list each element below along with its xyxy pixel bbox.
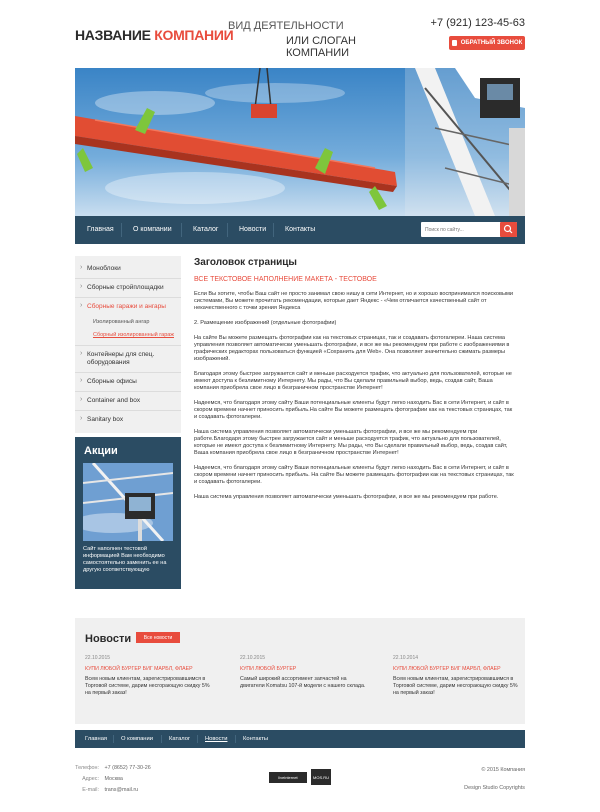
nav-news[interactable]: Новости: [239, 226, 267, 233]
promo-image: [83, 463, 173, 541]
nav-divider: [181, 223, 182, 237]
footer-nav-news[interactable]: Новости: [205, 736, 228, 742]
main-nav: [75, 216, 525, 244]
footer-phone-value: +7 (8652) 77-30-26: [104, 765, 151, 771]
promo-block[interactable]: [75, 437, 181, 589]
crane-cabin-image: [83, 463, 173, 541]
footer-nav-divider: [197, 735, 198, 743]
news-text: Самый широкий ассортимент запчастей на двигатели Komatsu 107-й модели с нашего склада.: [240, 676, 366, 689]
news-text: Всем новым клиентам, зарегистрировавшимся в Торговой системе, дарим несгорающую скидку 5% на первый заказ!: [85, 676, 210, 696]
sidebar-item-containers[interactable]: › Контейнеры для спец. оборудования: [75, 346, 181, 373]
content-paragraph: Если Вы хотите, чтобы Ваш сайт не просто занимал свою нишу в сети Интернет, но и хорошо воспринимался поисковыми системами, Вы можете прочитать рекомендации, которые дает Яндекс - «Чем отличается качественный сайт от некачественного с точки зрения Яндекса: [194, 291, 514, 311]
callback-button[interactable]: [449, 36, 525, 50]
search-icon: [500, 222, 517, 237]
logo-part1: НАЗВАНИЕ: [75, 27, 151, 43]
news-date: 22.10.2015: [85, 655, 111, 661]
sidebar-menu: [75, 256, 181, 433]
news-headline-link[interactable]: КУПИ ЛЮБОЙ БУРГЕР: [240, 666, 297, 672]
page-title: Заголовок страницы: [194, 257, 297, 268]
footer-nav-divider: [161, 735, 162, 743]
news-headline-link[interactable]: КУПИ ЛЮБОЙ БУРГЕР БИГ МАРБЛ, ФЛАЕР: [85, 666, 193, 672]
search-input[interactable]: [421, 222, 499, 237]
footer-nav: [75, 730, 525, 748]
promo-title: Акции: [84, 445, 118, 457]
all-news-button[interactable]: Все новости: [136, 632, 180, 643]
design-studio[interactable]: Design Studio Copyrights: [464, 785, 525, 791]
footer-phone: [75, 765, 151, 771]
sidebar-item-garages[interactable]: › Сборные гаражи и ангары: [75, 298, 181, 316]
news-title: Новости: [85, 633, 132, 645]
copyright: © 2015 Компания: [481, 767, 525, 773]
content-paragraph: Благодаря этому быстрее загружается сайт и меньше расходуется трафик, что актуально для пользователей, которые не имеют доступа к безлимитному Интернету. Мы рады, что Вы сделали правильный выбор, ведь, создав сайт, Ваша компания приобрела свое лицо в безграничном пространстве Интернет!: [194, 371, 512, 391]
sidebar-item-offices[interactable]: › Сборные офисы: [75, 373, 181, 392]
content-paragraph: Наша система управления позволяет автоматически уменьшать фотографии, и все же мы рекомендуем при работе.Благодаря этому быстрее загружается сайт и меньше расходуется трафик, что актуально для пользователей, которые не имеют доступа к безлимитному Интернету. Мы рады, что Вы сделали правильный выбор, ведь, создав сайт, Ваша компания приобрела свое лицо в безграничном пространстве Интернет!: [194, 429, 508, 456]
news-section: [75, 618, 525, 724]
logo-part2: КОМПАНИИ: [154, 27, 234, 43]
footer-email-label: E-mail:: [82, 787, 99, 793]
nav-divider: [273, 223, 274, 237]
callback-label: ОБРАТНЫЙ ЗВОНОК: [460, 40, 523, 46]
slogan: [228, 20, 398, 59]
nav-divider: [121, 223, 122, 237]
sidebar-item-container-box[interactable]: › Container and box: [75, 392, 181, 411]
news-text: Всем новым клиентам, зарегистрировавшимся в Торговой системе, дарим несгорающую скидку 5% на первый заказ!: [393, 676, 518, 696]
footer-address: [75, 776, 123, 782]
news-headline-link[interactable]: КУПИ ЛЮБОЙ БУРГЕР БИГ МАРБЛ, ФЛАЕР: [393, 666, 501, 672]
content-lead: ВСЕ ТЕКСТОВОЕ НАПОЛНЕНИЕ МАКЕТА - ТЕСТОВОЕ: [194, 276, 377, 283]
news-date: 22.10.2015: [240, 655, 266, 661]
crane-illustration: [75, 68, 525, 216]
main-content: [194, 257, 514, 501]
content-paragraph: Надеемся, что благодаря этому сайту Ваши потенциальные клиенты будут легко находить Вас в сети Интернет, и сайт в скором времени начнет приносить прибыль. На сайте Вы можете размещать фотографии как на текстовых страницах, так и создавать фотогалереи.: [194, 465, 514, 485]
search-button[interactable]: [500, 222, 517, 237]
header-phone: +7 (921) 123-45-63: [430, 17, 525, 29]
footer-nav-contacts[interactable]: Контакты: [243, 736, 269, 742]
footer-nav-divider: [235, 735, 236, 743]
footer-address-label: Адрес:: [82, 776, 99, 782]
nav-about[interactable]: О компании: [133, 226, 172, 233]
footer-nav-home[interactable]: Главная: [85, 736, 108, 742]
sidebar-item-construction-sites[interactable]: › Сборные стройплощадки: [75, 279, 181, 298]
footer-nav-divider: [113, 735, 114, 743]
news-item: [85, 655, 213, 697]
footer: [75, 763, 525, 803]
nav-contacts[interactable]: Контакты: [285, 226, 316, 233]
nav-home[interactable]: Главная: [87, 226, 114, 233]
phone-icon: [452, 40, 457, 46]
footer-email-link[interactable]: trans@mail.ru: [104, 787, 139, 793]
content-paragraph: Наша система управления позволяет автоматически уменьшать фотографии, и все же мы рекомендуем при работе.: [194, 494, 499, 500]
header: [75, 0, 525, 68]
mosru-counter[interactable]: MOS.RU: [311, 769, 331, 785]
news-item: [240, 655, 368, 690]
content-paragraph: На сайте Вы можете размещать фотографии как на текстовых страницах, так и создавать фотогалереи. Наша система управления позволяет автоматически уменьшать фотографии, и все же мы рекомендуем при работе с изображениями в графических редакторах пользоваться функцией «Сохранить для Web». Она позволяет значительно сжимать размеры изображений.: [194, 335, 510, 362]
content-paragraph: 2. Размещение изображений (отдельные фотографии): [194, 320, 337, 326]
nav-catalog[interactable]: Каталог: [193, 226, 219, 233]
footer-nav-catalog[interactable]: Каталог: [169, 736, 191, 742]
hero-banner: [75, 68, 525, 216]
news-item: [393, 655, 521, 697]
sidebar-item-monoblocks[interactable]: › Моноблоки: [75, 260, 181, 279]
footer-address-value: Москва: [104, 776, 123, 782]
sidebar-subitem-garage[interactable]: Сборный изолированный гараж: [75, 329, 181, 346]
liveinternet-counter[interactable]: liveinternet: [269, 772, 307, 783]
sidebar-item-sanitary-box[interactable]: › Sanitary box: [75, 411, 181, 429]
search-box: [421, 222, 517, 237]
footer-nav-about[interactable]: О компании: [121, 736, 153, 742]
news-date: 22.10.2014: [393, 655, 419, 661]
promo-text: Сайт наполнен тестовой информацией Вам необходимо самостоятельно заменить ее на другую соответствующую: [83, 546, 167, 573]
content-paragraph: Надеемся, что благодаря этому сайту Ваши потенциальные клиенты будут легко находить Вас в сети Интернет, и сайт в скором времени начнет приносить прибыль.На сайте Вы можете размещать фотографии как на текстовых страницах, так и создавать фотогалереи.: [194, 400, 513, 420]
slogan-line2: ИЛИ СЛОГАН КОМПАНИИ: [286, 35, 356, 59]
sidebar-subitem-hangar[interactable]: Изолированный ангар: [93, 319, 150, 325]
footer-email: [75, 787, 138, 793]
logo[interactable]: [75, 27, 233, 43]
nav-divider: [227, 223, 228, 237]
slogan-line1: ВИД ДЕЯТЕЛЬНОСТИ: [228, 20, 344, 32]
footer-phone-label: Телефон:: [75, 765, 99, 771]
